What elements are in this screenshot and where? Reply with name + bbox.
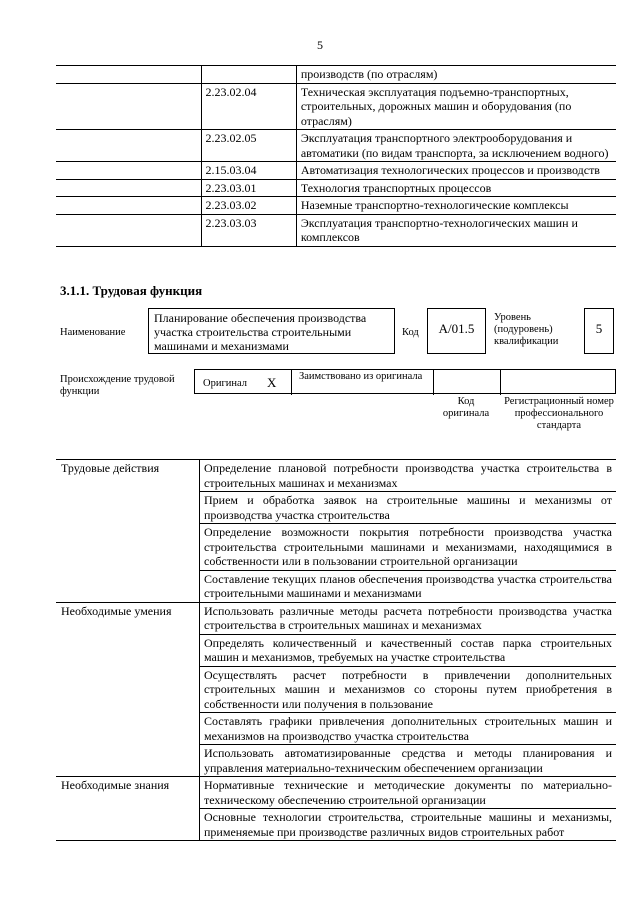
code-cell: 2.23.03.03: [201, 214, 296, 246]
borrowed-label: Заимствовано из оригинала: [299, 371, 423, 382]
table-cell: Использовать различные методы расчета потребности производства участка строительства в строительных машинах и механизмах: [200, 602, 617, 634]
name-cell: Эксплуатация транспортного электрооборудования и автоматики (по видам транспорта, за исключением водного): [296, 130, 616, 162]
section-title: 3.1.1. Трудовая функция: [60, 283, 203, 298]
row-group-heading: Необходимые знания: [56, 777, 200, 841]
code-cell: 2.23.02.04: [201, 83, 296, 130]
origin-row: [194, 369, 616, 394]
name-label: Наименование: [60, 327, 126, 338]
code-cell: 2.23.02.05: [201, 130, 296, 162]
table-cell: Осуществлять расчет потребности в привлечении дополнительных строительных машин и механизмов со стороны путем приобретения в собственности или получения в пользование: [200, 666, 617, 713]
row-group-heading: Трудовые действия: [56, 460, 200, 603]
table-cell: Составлять графики привлечения дополнительных строительных машин и механизмов на производство участка строительства: [200, 713, 617, 745]
table-cell: Нормативные технические и методические документы по материально-техническому обеспечению строительной организации: [200, 777, 617, 809]
education-codes-table: [56, 65, 616, 247]
name-cell: Эксплуатация транспортно-технологических машин и комплексов: [296, 214, 616, 246]
table-row: [56, 460, 616, 492]
code-cell: 2.15.03.04: [201, 162, 296, 180]
code-label: Код: [402, 327, 419, 338]
name-cell: производств (по отраслям): [296, 66, 616, 84]
origin-divider: [291, 370, 292, 395]
code-original-label: Код оригинала: [442, 396, 490, 419]
table-row: [56, 777, 616, 809]
table-row: [56, 214, 616, 246]
origin-label: Происхождение трудовой функции: [60, 374, 175, 397]
origin-divider: [500, 370, 501, 395]
table-row: [56, 66, 616, 84]
table-row: [56, 83, 616, 130]
origin-divider: [433, 370, 434, 395]
function-code-box: А/01.5: [427, 308, 486, 354]
name-cell: Техническая эксплуатация подъемно-транспортных, строительных, дорожных машин и оборудования (по отраслям): [296, 83, 616, 130]
table-cell: Определение возможности покрытия потребности производства участка строительства строительными машинами и механизмами, находящимися в собственности или в пользовании строительной организации: [200, 524, 617, 571]
table-row: [56, 162, 616, 180]
table-row: [56, 602, 616, 634]
original-mark: X: [267, 375, 277, 390]
code-cell: 2.23.03.01: [201, 179, 296, 197]
code-cell: [201, 66, 296, 84]
reg-number-label: Регистрационный номер профессионального стандарта: [504, 396, 614, 431]
row-group-heading: Необходимые умения: [56, 602, 200, 777]
qualification-level-box: 5: [584, 308, 614, 354]
code-cell: 2.23.03.02: [201, 197, 296, 215]
table-cell: Определение плановой потребности производства участка строительства в строительных машинах и механизмах: [200, 460, 617, 492]
table-row: [56, 197, 616, 215]
name-cell: Технология транспортных процессов: [296, 179, 616, 197]
name-cell: Наземные транспортно-технологические комплексы: [296, 197, 616, 215]
table-cell: Использовать автоматизированные средства и методы планирования и управления материально-техническим обеспечением организации: [200, 745, 617, 777]
table-cell: Определять количественный и качественный состав парка строительных машин и механизмов, требуемых на участке строительства: [200, 634, 617, 666]
qualification-level-label: Уровень (подуровень) квалификации: [494, 312, 559, 347]
labor-function-table: [56, 459, 616, 841]
original-label: Оригинал: [203, 378, 247, 389]
table-cell: Основные технологии строительства, строительные машины и механизмы, применяемые при производстве различных видов строительных работ: [200, 809, 617, 841]
function-name-box: Планирование обеспечения производства участка строительства строительными машинами и механизмами: [148, 308, 395, 354]
table-cell: Прием и обработка заявок на строительные машины и механизмы от производства участка строительства: [200, 492, 617, 524]
table-row: [56, 179, 616, 197]
table-cell: Составление текущих планов обеспечения производства участка строительства строительными машинами и механизмами: [200, 570, 617, 602]
name-cell: Автоматизация технологических процессов и производств: [296, 162, 616, 180]
table-row: [56, 130, 616, 162]
page-number: 5: [317, 38, 323, 52]
